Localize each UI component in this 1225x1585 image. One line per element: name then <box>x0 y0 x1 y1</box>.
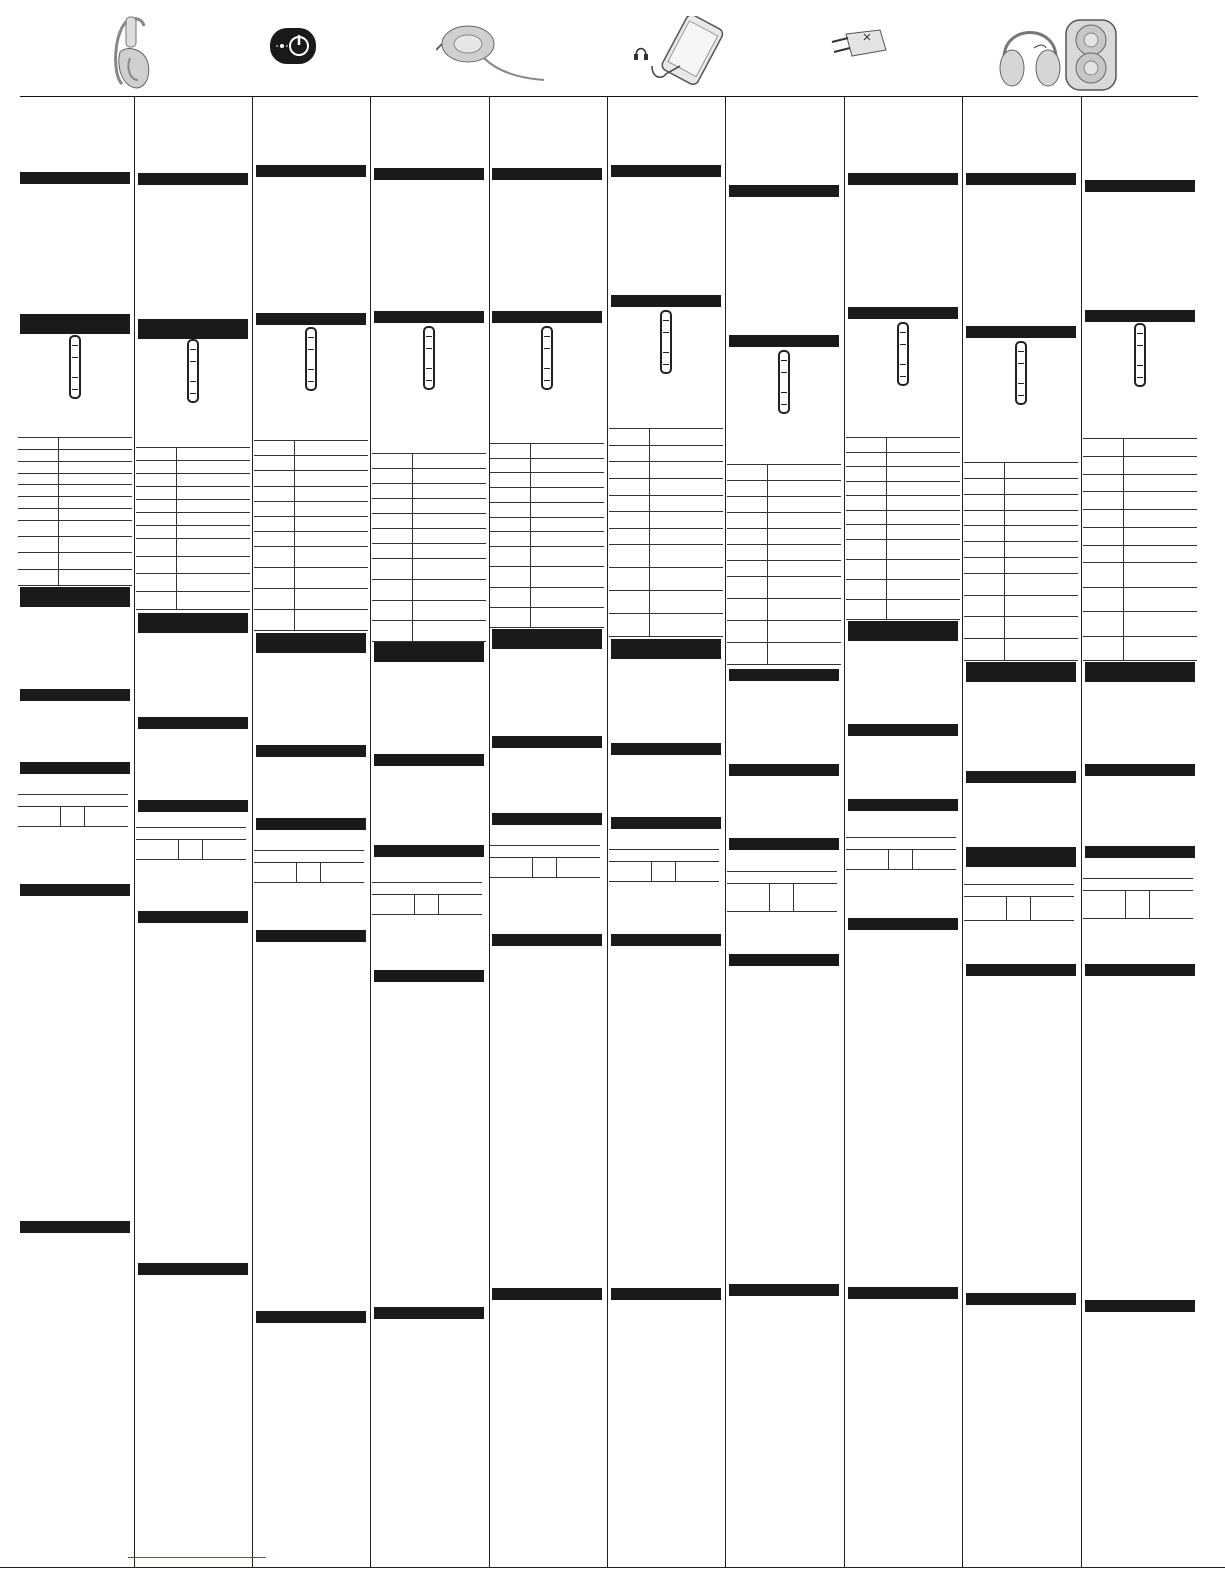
document-column <box>966 97 1076 1567</box>
section-heading-bar <box>374 1307 484 1319</box>
footer-link[interactable] <box>128 1557 266 1558</box>
section-heading-bar <box>256 633 366 653</box>
section-heading-bar <box>848 799 958 811</box>
remote-control-icon <box>423 326 435 390</box>
section-heading-bar <box>138 319 248 339</box>
section-heading-bar <box>20 1221 130 1233</box>
section-heading-bar <box>611 165 721 177</box>
remote-control-icon <box>1015 341 1027 405</box>
power-button-icon <box>270 28 316 64</box>
section-heading-bar <box>374 311 484 323</box>
section-heading-bar <box>20 762 130 774</box>
section-heading-bar <box>492 813 602 825</box>
section-heading-bar <box>966 326 1076 338</box>
section-heading-bar <box>611 817 721 829</box>
section-heading-bar <box>256 818 366 830</box>
remote-control-icon <box>305 327 317 391</box>
section-heading-bar <box>729 764 839 776</box>
section-heading-bar <box>138 173 248 185</box>
section-heading-bar <box>256 745 366 757</box>
section-heading-bar <box>1085 1300 1195 1312</box>
section-heading-bar <box>729 838 839 850</box>
section-heading-bar <box>256 930 366 942</box>
phone-connected-icon <box>632 16 724 86</box>
footer-rule <box>0 1567 1225 1568</box>
document-column <box>492 97 602 1567</box>
headphones-and-case-icon <box>998 18 1118 92</box>
section-heading-bar <box>20 689 130 701</box>
spec-table <box>254 440 368 630</box>
section-heading-bar <box>138 800 248 812</box>
small-table <box>846 837 956 869</box>
remote-control-icon <box>778 350 790 414</box>
small-table <box>727 871 837 911</box>
document-column <box>256 97 366 1567</box>
section-heading-bar <box>1085 310 1195 322</box>
section-heading-bar <box>848 918 958 930</box>
section-heading-bar <box>966 964 1076 976</box>
document-column <box>1085 97 1195 1567</box>
section-heading-bar <box>492 168 602 180</box>
header-illustrations <box>0 0 1225 96</box>
document-column <box>848 97 958 1567</box>
section-heading-bar <box>374 168 484 180</box>
spec-table <box>609 428 723 636</box>
small-table <box>1083 878 1193 918</box>
section-heading-bar <box>138 717 248 729</box>
spec-table <box>846 437 960 619</box>
section-heading-bar <box>848 307 958 319</box>
document-column <box>611 97 721 1567</box>
spec-table <box>136 447 250 609</box>
earcup-with-cable-icon <box>436 22 546 84</box>
section-heading-bar <box>492 311 602 323</box>
section-heading-bar <box>20 587 130 607</box>
section-heading-bar <box>848 173 958 185</box>
section-heading-bar <box>848 1287 958 1299</box>
section-heading-bar <box>1085 662 1195 682</box>
small-table <box>490 845 600 877</box>
section-heading-bar <box>611 639 721 659</box>
airline-adapter-icon <box>830 26 890 66</box>
section-heading-bar <box>729 185 839 197</box>
section-heading-bar <box>611 295 721 307</box>
remote-control-icon <box>1134 323 1146 387</box>
section-heading-bar <box>138 1263 248 1275</box>
section-heading-bar <box>256 1311 366 1323</box>
section-heading-bar <box>492 736 602 748</box>
section-heading-bar <box>374 845 484 857</box>
section-heading-bar <box>966 847 1076 867</box>
spec-table <box>1083 438 1197 660</box>
section-heading-bar <box>256 165 366 177</box>
section-heading-bar <box>20 314 130 334</box>
document-column <box>374 97 484 1567</box>
section-heading-bar <box>20 172 130 184</box>
spec-table <box>490 443 604 627</box>
section-heading-bar <box>138 613 248 633</box>
section-heading-bar <box>729 1284 839 1296</box>
section-heading-bar <box>1085 964 1195 976</box>
spec-table <box>18 437 132 585</box>
section-heading-bar <box>138 911 248 923</box>
section-heading-bar <box>966 1293 1076 1305</box>
section-heading-bar <box>1085 846 1195 858</box>
section-heading-bar <box>729 954 839 966</box>
document-column <box>138 97 248 1567</box>
spec-table <box>727 464 841 664</box>
section-heading-bar <box>729 669 839 681</box>
document-column <box>20 97 130 1567</box>
document-columns <box>20 97 1198 1567</box>
section-heading-bar <box>611 1288 721 1300</box>
section-heading-bar <box>492 629 602 649</box>
section-heading-bar <box>611 743 721 755</box>
headphones-folded-icon <box>108 14 156 92</box>
section-heading-bar <box>374 642 484 662</box>
section-heading-bar <box>966 173 1076 185</box>
section-heading-bar <box>374 754 484 766</box>
remote-control-icon <box>660 310 672 374</box>
small-table <box>964 884 1074 920</box>
document-column <box>729 97 839 1567</box>
section-heading-bar <box>848 621 958 641</box>
section-heading-bar <box>20 884 130 896</box>
section-heading-bar <box>611 934 721 946</box>
section-heading-bar <box>966 771 1076 783</box>
spec-table <box>964 462 1078 660</box>
section-heading-bar <box>492 1288 602 1300</box>
small-table <box>136 827 246 859</box>
section-heading-bar <box>729 335 839 347</box>
section-heading-bar <box>1085 180 1195 192</box>
small-table <box>609 849 719 881</box>
remote-control-icon <box>187 339 199 403</box>
section-heading-bar <box>256 313 366 325</box>
section-heading-bar <box>1085 764 1195 776</box>
section-heading-bar <box>966 662 1076 682</box>
section-heading-bar <box>848 724 958 736</box>
spec-table <box>372 453 486 641</box>
section-heading-bar <box>492 934 602 946</box>
remote-control-icon <box>541 326 553 390</box>
remote-control-icon <box>897 322 909 386</box>
small-table <box>18 794 128 826</box>
small-table <box>372 882 482 914</box>
remote-control-icon <box>69 335 81 399</box>
section-heading-bar <box>374 970 484 982</box>
small-table <box>254 850 364 882</box>
